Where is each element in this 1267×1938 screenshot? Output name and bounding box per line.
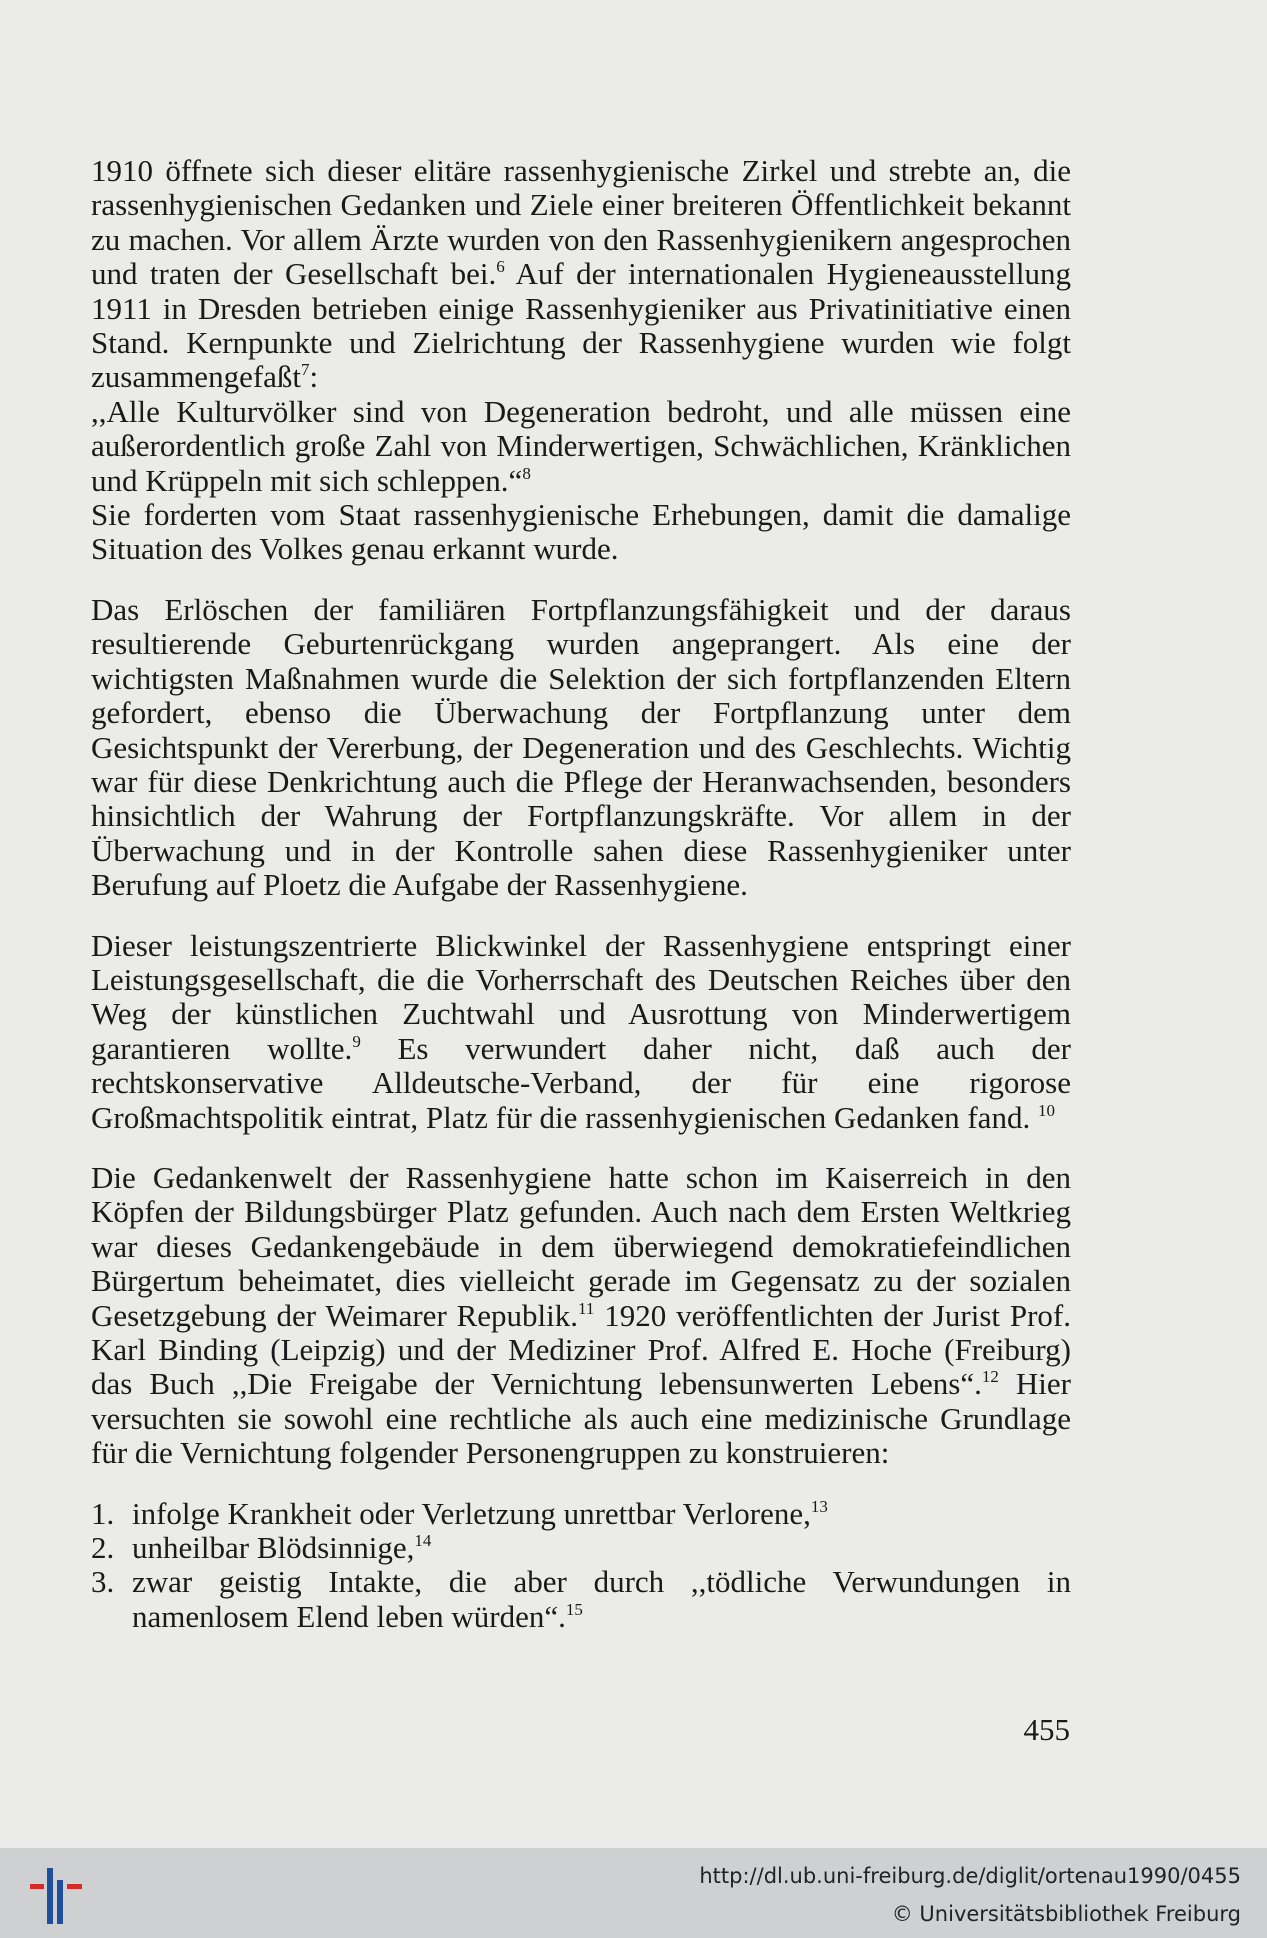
list-item-text bbox=[132, 1531, 1071, 1565]
text-run: Die Gedankenwelt der Rassenhygiene hatte schon im Kaiserreich in den Köpfen der Bildungsbürger Platz gefunden. Auch nach dem Ersten Weltkrieg war dieses Gedankengebäude in dem überwiegend demokratiefeindlichen Bürgertum beheimatet, dies vielleicht gerade im Gegensatz zu der sozialen Gesetzgebung der Weimarer Republik. bbox=[91, 1159, 1071, 1333]
text-run: 1910 öffnete sich dieser elitäre rassenhygienische Zirkel und strebte an, die rassenhygienischen Gedanken und Ziele einer breiteren Öffentlichkeit bekannt zu machen. Vor allem Ärzte wurden von den Rassenhygienikern angesprochen und traten der Gesellschaft bei. bbox=[91, 153, 1071, 292]
list-item bbox=[91, 1565, 1071, 1634]
footnote-marker: 9 bbox=[352, 1031, 361, 1051]
text-run: Auf der internationalen Hygieneausstellung 1911 in Dresden betrieben einige Rassenhygieniker aus Privatinitiative einen Stand. Kernpunkte und Zielrichtung der Rassenhygiene wurden wie folgt zusammengefaßt bbox=[91, 256, 1071, 395]
text-run: Sie forderten vom Staat rassenhygienische Erhebungen, damit die damalige Situation des Volkes genau erkannt wurde. bbox=[91, 497, 1071, 567]
list-item bbox=[91, 1497, 1071, 1531]
text-run: Das Erlöschen der familiären Fortpflanzungsfähigkeit und der daraus resultierende Geburtenrückgang wurden angeprangert. Als eine der wichtigsten Maßnahmen wurde die Selektion der sich fortpflanzenden Eltern gefordert, ebenso die Überwachung der Fortpflanzung unter dem Gesichtspunkt der Vererbung, der Degeneration und des Geschlechts. Wichtig war für diese Denkrichtung auch die Pflege der Heranwachsenden, besonders hinsichtlich der Wahrung der Fortpflanzungskräfte. Vor allem in der Überwachung und in der Kontrolle sahen diese Rassenhygieniker unter Berufung auf Ploetz die Aufgabe der Rassenhygiene. bbox=[91, 591, 1071, 903]
footnote-marker: 12 bbox=[981, 1367, 999, 1387]
ub-freiburg-logo-icon bbox=[30, 1862, 82, 1924]
footnote-marker: 14 bbox=[414, 1531, 432, 1551]
paragraph bbox=[91, 154, 1071, 567]
paragraph-gap bbox=[91, 567, 1071, 593]
list-item-number: 3. bbox=[91, 1564, 115, 1600]
paragraphs bbox=[91, 154, 1071, 1471]
footnote-marker: 11 bbox=[578, 1298, 595, 1318]
list-item-text bbox=[132, 1565, 1071, 1634]
text-run: zwar geistig Intakte, die aber durch ,,tödliche Verwundungen in namenlosem Elend leben würden“. bbox=[132, 1564, 1071, 1634]
paragraph bbox=[91, 1161, 1071, 1471]
footnote-marker: 15 bbox=[565, 1599, 583, 1619]
numbered-list bbox=[91, 1497, 1071, 1635]
text-run: : bbox=[309, 359, 319, 395]
list-item bbox=[91, 1531, 1071, 1565]
text-run: ,,Alle Kulturvölker sind von Degeneration bedroht, und alle müssen eine außerordentlich große Zahl von Minderwertigen, Schwächlichen, Kränklichen und Krüppeln mit sich schleppen.“ bbox=[91, 393, 1071, 498]
page-number: 455 bbox=[1023, 1712, 1070, 1747]
text-run: unheilbar Blödsinnige, bbox=[132, 1530, 415, 1566]
footer-url-link[interactable]: http://dl.ub.uni-freiburg.de/diglit/ortenau1990/0455 bbox=[699, 1864, 1241, 1888]
text-run: Dieser leistungszentrierte Blickwinkel der Rassenhygiene entspringt einer Leistungsgesellschaft, die die Vorherrschaft des Deutschen Reiches über den Weg der künstlichen Zuchtwahl und Ausrottung von Minderwertigem garantieren wollte. bbox=[91, 927, 1071, 1066]
paragraph bbox=[91, 593, 1071, 903]
text-run: Es verwundert daher nicht, daß auch der rechtskonservative Alldeutsche-Verband, der für eine rigorose Großmachtspolitik eintrat, Platz für die rassenhygienischen Gedanken fand. bbox=[91, 1030, 1071, 1135]
list-item-number: 1. bbox=[91, 1495, 115, 1531]
text-run: infolge Krankheit oder Verletzung unrettbar Verlorene, bbox=[132, 1495, 811, 1531]
paragraph-gap bbox=[91, 903, 1071, 929]
text-run: Hier versuchten sie sowohl eine rechtliche als auch eine medizinische Grundlage für die Vernichtung folgender Personengruppen zu konstruieren: bbox=[91, 1366, 1071, 1471]
list-item-number: 2. bbox=[91, 1530, 115, 1566]
paragraph bbox=[91, 929, 1071, 1135]
footnote-marker: 13 bbox=[810, 1496, 828, 1516]
footer-bar bbox=[0, 1848, 1267, 1938]
footnote-marker: 8 bbox=[522, 463, 531, 483]
body-text bbox=[91, 154, 1071, 1634]
footnote-marker: 10 bbox=[1037, 1100, 1055, 1120]
footnote-marker: 6 bbox=[496, 257, 505, 277]
footnote-marker: 7 bbox=[301, 360, 310, 380]
paragraph-gap bbox=[91, 1135, 1071, 1161]
text-run: 1920 veröffentlichten der Jurist Prof. Karl Binding (Leipzig) und der Mediziner Prof. Alfred E. Hoche (Freiburg) das Buch ,,Die Freigabe der Vernichtung lebensunwerten Lebens“. bbox=[91, 1297, 1072, 1402]
footer-copyright: © Universitätsbibliothek Freiburg bbox=[891, 1902, 1241, 1926]
list-item-text bbox=[132, 1497, 1071, 1531]
